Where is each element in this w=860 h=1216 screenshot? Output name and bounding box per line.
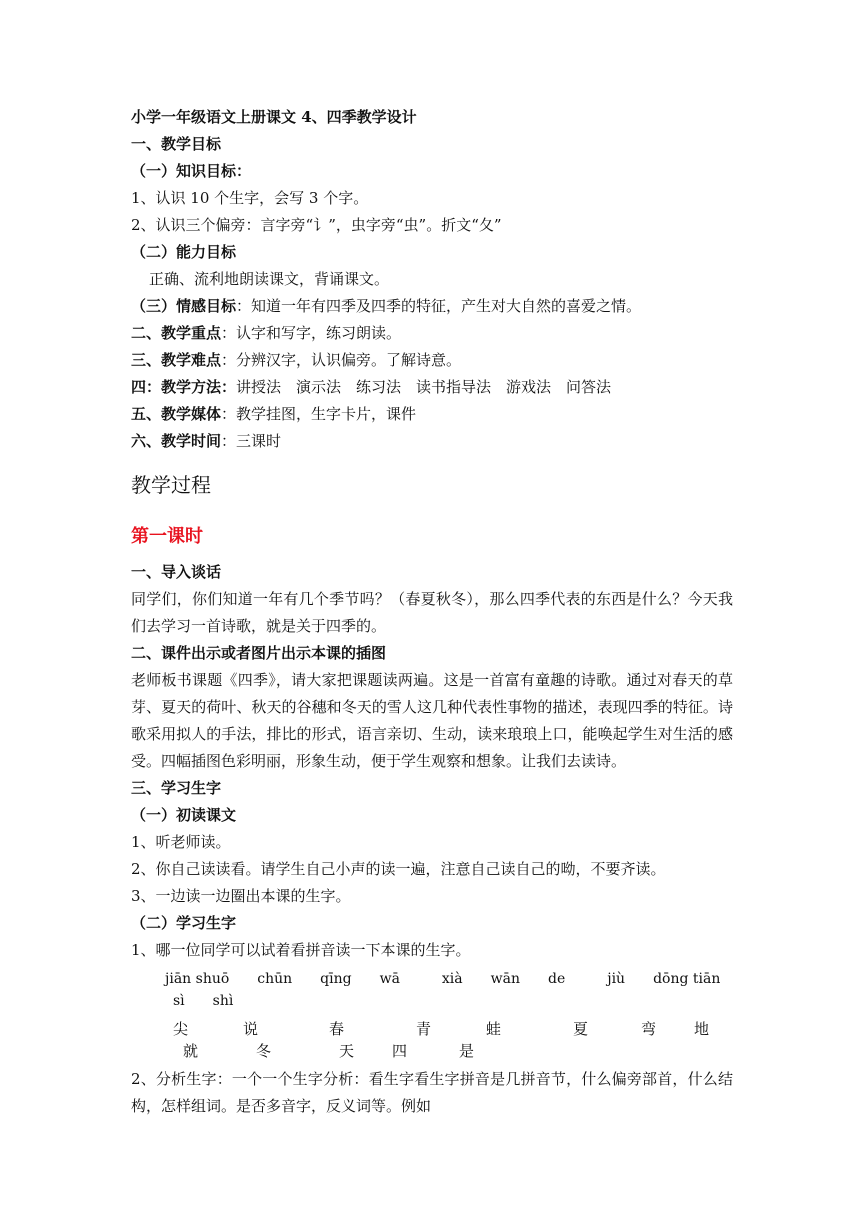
knowledge-item-1: 1、认识 10 个生字，会写 3 个字。	[131, 189, 369, 207]
character: 天	[339, 1042, 355, 1060]
document-title: 小学一年级语文上册课文 4、四季教学设计	[131, 108, 417, 126]
character: 就	[183, 1042, 199, 1060]
emotion-goal-text: ：知道一年有四季及四季的特征，产生对大自然的喜爱之情。	[236, 297, 642, 315]
methods	[131, 374, 733, 401]
knowledge-item-2: 2、认识三个偏旁：言字旁“讠”，虫字旁“虫”。折文“夂”	[131, 216, 502, 234]
character: 地	[694, 1020, 710, 1038]
media-text: ：教学挂图，生字卡片，课件	[221, 405, 417, 423]
character: 蛙	[486, 1020, 502, 1038]
methods-text: 讲授法 演示法 练习法 读书指导法 游戏法 问答法	[236, 378, 612, 396]
difficulties-text: ：分辨汉字，认识偏旁。了解诗意。	[221, 351, 462, 369]
process-heading: 教学过程	[131, 473, 211, 497]
character: 青	[416, 1020, 432, 1038]
time	[131, 428, 733, 455]
character-row-2	[131, 1040, 733, 1062]
character: 夏	[573, 1020, 589, 1038]
document-page	[131, 104, 733, 1120]
character: 是	[459, 1042, 475, 1060]
character: 四	[392, 1042, 408, 1060]
first-reading-step-2: 2、你自己读读看。请学生自己小声的读一遍，注意自己读自己的呦，不要齐读。	[131, 860, 666, 878]
first-reading-step-3: 3、一边读一边圈出本课的生字。	[131, 887, 351, 905]
intro-paragraph: 同学们，你们知道一年有几个季节吗？（春夏秋冬），那么四季代表的东西是什么？今天我们去学习一首诗歌，就是关于四季的。	[131, 590, 733, 635]
difficulties-label: 三、教学难点	[131, 351, 222, 369]
pinyin-line-2: sì shì	[173, 993, 234, 1009]
subsection-ability: （二）能力目标	[131, 243, 237, 261]
time-text: ：三课时	[221, 432, 282, 450]
section-goals: 一、教学目标	[131, 135, 222, 153]
ability-item: 正确、流利地朗读课文，背诵课文。	[149, 270, 390, 288]
emotion-goal	[131, 293, 733, 320]
character: 弯	[641, 1020, 657, 1038]
analysis-paragraph: 2、分析生字：一个一个生字分析：看生字看生字拼音是几拼音节，什么偏旁部首，什么结构，怎样组词。是否多音字，反义词等。例如	[131, 1070, 733, 1115]
emotion-goal-label: （三）情感目标	[131, 297, 237, 315]
intro-heading: 一、导入谈话	[131, 563, 222, 581]
illustration-heading: 二、课件出示或者图片出示本课的插图	[131, 644, 387, 662]
subsection-knowledge: （一）知识目标：	[131, 162, 252, 180]
media-label: 五、教学媒体	[131, 405, 222, 423]
key-points-label: 二、教学重点	[131, 324, 222, 342]
pinyin-line-1: jiān shuō chūn qīng wā xià wān de jiù dōng tiān	[165, 971, 721, 987]
key-points-text: ：认字和写字，练习朗读。	[221, 324, 402, 342]
learn-characters-heading: （二）学习生字	[131, 914, 237, 932]
character: 冬	[256, 1042, 272, 1060]
illustration-paragraph: 老师板书课题《四季》，请大家把课题读两遍。这是一首富有童趣的诗歌。通过对春天的草芽、夏天的荷叶、秋天的谷穗和冬天的雪人这几种代表性事物的描述，表现四季的特征。诗歌采用拟人的手法，排比的形式，语言亲切、生动，读来琅琅上口，能唤起学生对生活的感受。四幅插图色彩明丽，形象生动，便于学生观察和想象。让我们去读诗。	[131, 671, 733, 770]
learn-characters-step-1: 1、哪一位同学可以试着看拼音读一下本课的生字。	[131, 941, 471, 959]
methods-label: 四：教学方法：	[131, 378, 237, 396]
time-label: 六、教学时间	[131, 432, 222, 450]
media	[131, 401, 733, 428]
difficulties	[131, 347, 733, 374]
character-row-1	[131, 1018, 733, 1040]
first-reading-step-1: 1、听老师读。	[131, 833, 231, 851]
first-reading-heading: （一）初读课文	[131, 806, 237, 824]
lesson-1-heading: 第一课时	[131, 526, 203, 547]
character: 说	[243, 1020, 259, 1038]
key-points	[131, 320, 733, 347]
characters-heading: 三、学习生字	[131, 779, 222, 797]
character: 春	[329, 1020, 345, 1038]
character: 尖	[173, 1020, 189, 1038]
